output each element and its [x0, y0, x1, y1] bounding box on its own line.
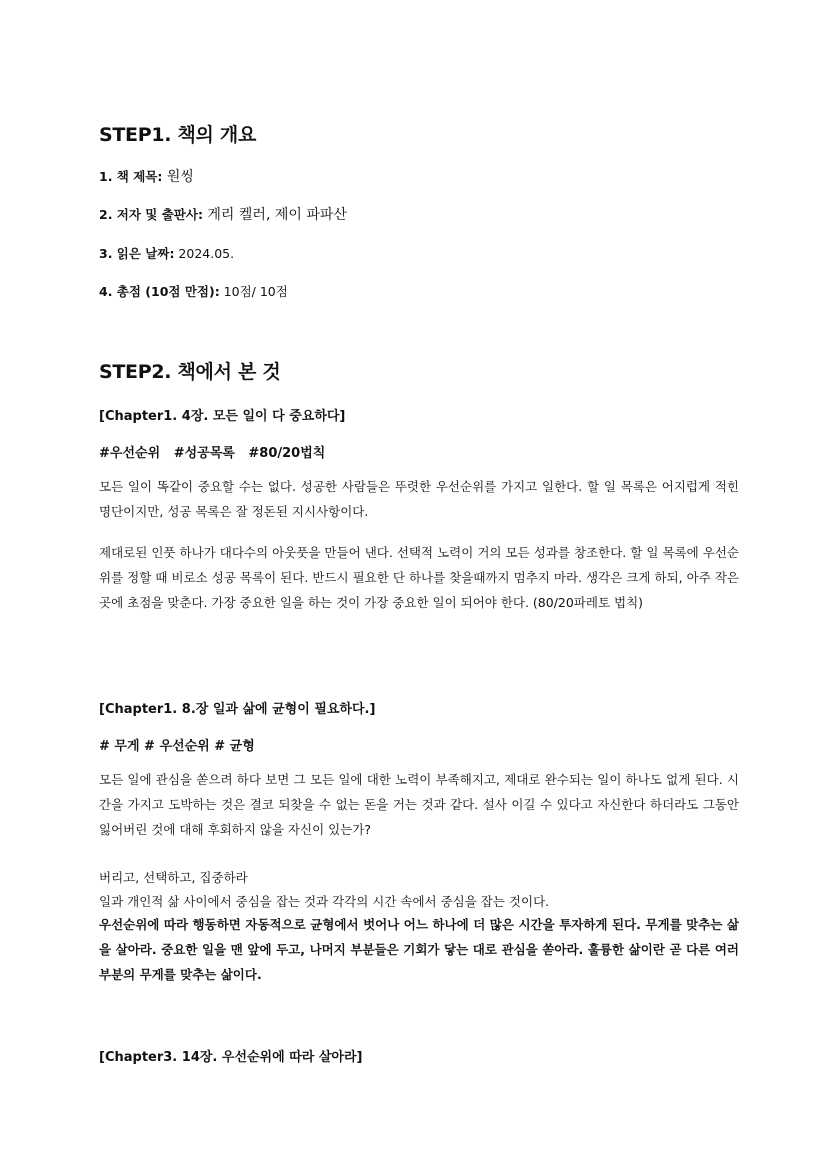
body-line: 일과 개인적 삶 사이에서 중심을 잡는 것과 각각의 시간 속에서 중심을 잡는 것이다.	[99, 894, 550, 909]
author-publisher-value: 게리 켈러, 제이 파파산	[202, 207, 347, 223]
bold-paragraph: 우선순위에 따라 행동하면 자동적으로 균형에서 벗어나 어느 하나에 더 많은 시간을 투자하게 된다. 무게를 맞추는 삶을 살아라. 중요한 일을 맨 앞에 두고, 나머지 부분들은 기회가 닿는 대로 관심을 쏟아라. 훌륭한 삶이란 곧 다른 여러 부분의 무게를 맞추는 삶이다.	[99, 917, 739, 982]
score-label: 4. 총점 (10점 만점):	[99, 284, 220, 299]
read-date-value: 2024.05.	[174, 246, 235, 261]
hashtags: # 무게 # 우선순위 # 균형	[99, 739, 255, 754]
body-line: 버리고, 선택하고, 집중하라	[99, 870, 248, 885]
chapter-heading: [Chapter1. 4장. 모든 일이 다 중요하다]	[99, 409, 346, 424]
chapter-heading: [Chapter1. 8.장 일과 삶에 균형이 필요하다.]	[99, 702, 376, 717]
book-title-label: 1. 책 제목:	[99, 169, 163, 184]
hashtags: #우선순위 #성공목록 #80/20법칙	[99, 446, 326, 461]
read-date-label: 3. 읽은 날짜:	[99, 246, 175, 261]
read-date-line	[99, 244, 234, 262]
body-paragraph: 제대로된 인풋 하나가 대다수의 아웃풋을 만들어 낸다. 선택적 노력이 거의 모든 성과를 창조한다. 할 일 목록에 우선순위를 정할 때 비로소 성공 목록이 된다. 반드시 필요한 단 하나를 찾을때까지 멈추지 마라. 생각은 크게 하되, 아주 작은 곳에 초점을 맞춘다. 가장 중요한 일을 하는 것이 가장 중요한 일이 되어야 한다. (80/20파레토 법칙)	[99, 545, 739, 610]
step1-title: STEP1. 책의 개요	[99, 124, 257, 146]
book-title-value: 원씽	[162, 169, 194, 185]
author-publisher-label: 2. 저자 및 출판사:	[99, 207, 203, 222]
author-publisher-line	[99, 204, 347, 224]
body-paragraph: 모든 일에 관심을 쏟으려 하다 보면 그 모든 일에 대한 노력이 부족해지고, 제대로 완수되는 일이 하나도 없게 된다. 시간을 가지고 도박하는 것은 결코 되찾을 수 없는 돈을 거는 것과 같다. 설사 이길 수 있다고 자신한다 하더라도 그동안 잃어버린 것에 대해 후회하지 않을 자신이 있는가?	[99, 772, 739, 837]
step2-title: STEP2. 책에서 본 것	[99, 361, 281, 383]
book-title-line	[99, 166, 194, 186]
body-paragraph: 모든 일이 똑같이 중요할 수는 없다. 성공한 사람들은 뚜렷한 우선순위를 가지고 일한다. 할 일 목록은 어지럽게 적힌 명단이지만, 성공 목록은 잘 정돈된 지시사항이다.	[99, 479, 739, 519]
score-value: 10점/ 10점	[219, 284, 288, 299]
chapter-heading: [Chapter3. 14장. 우선순위에 따라 살아라]	[99, 1050, 363, 1065]
score-line	[99, 282, 288, 300]
